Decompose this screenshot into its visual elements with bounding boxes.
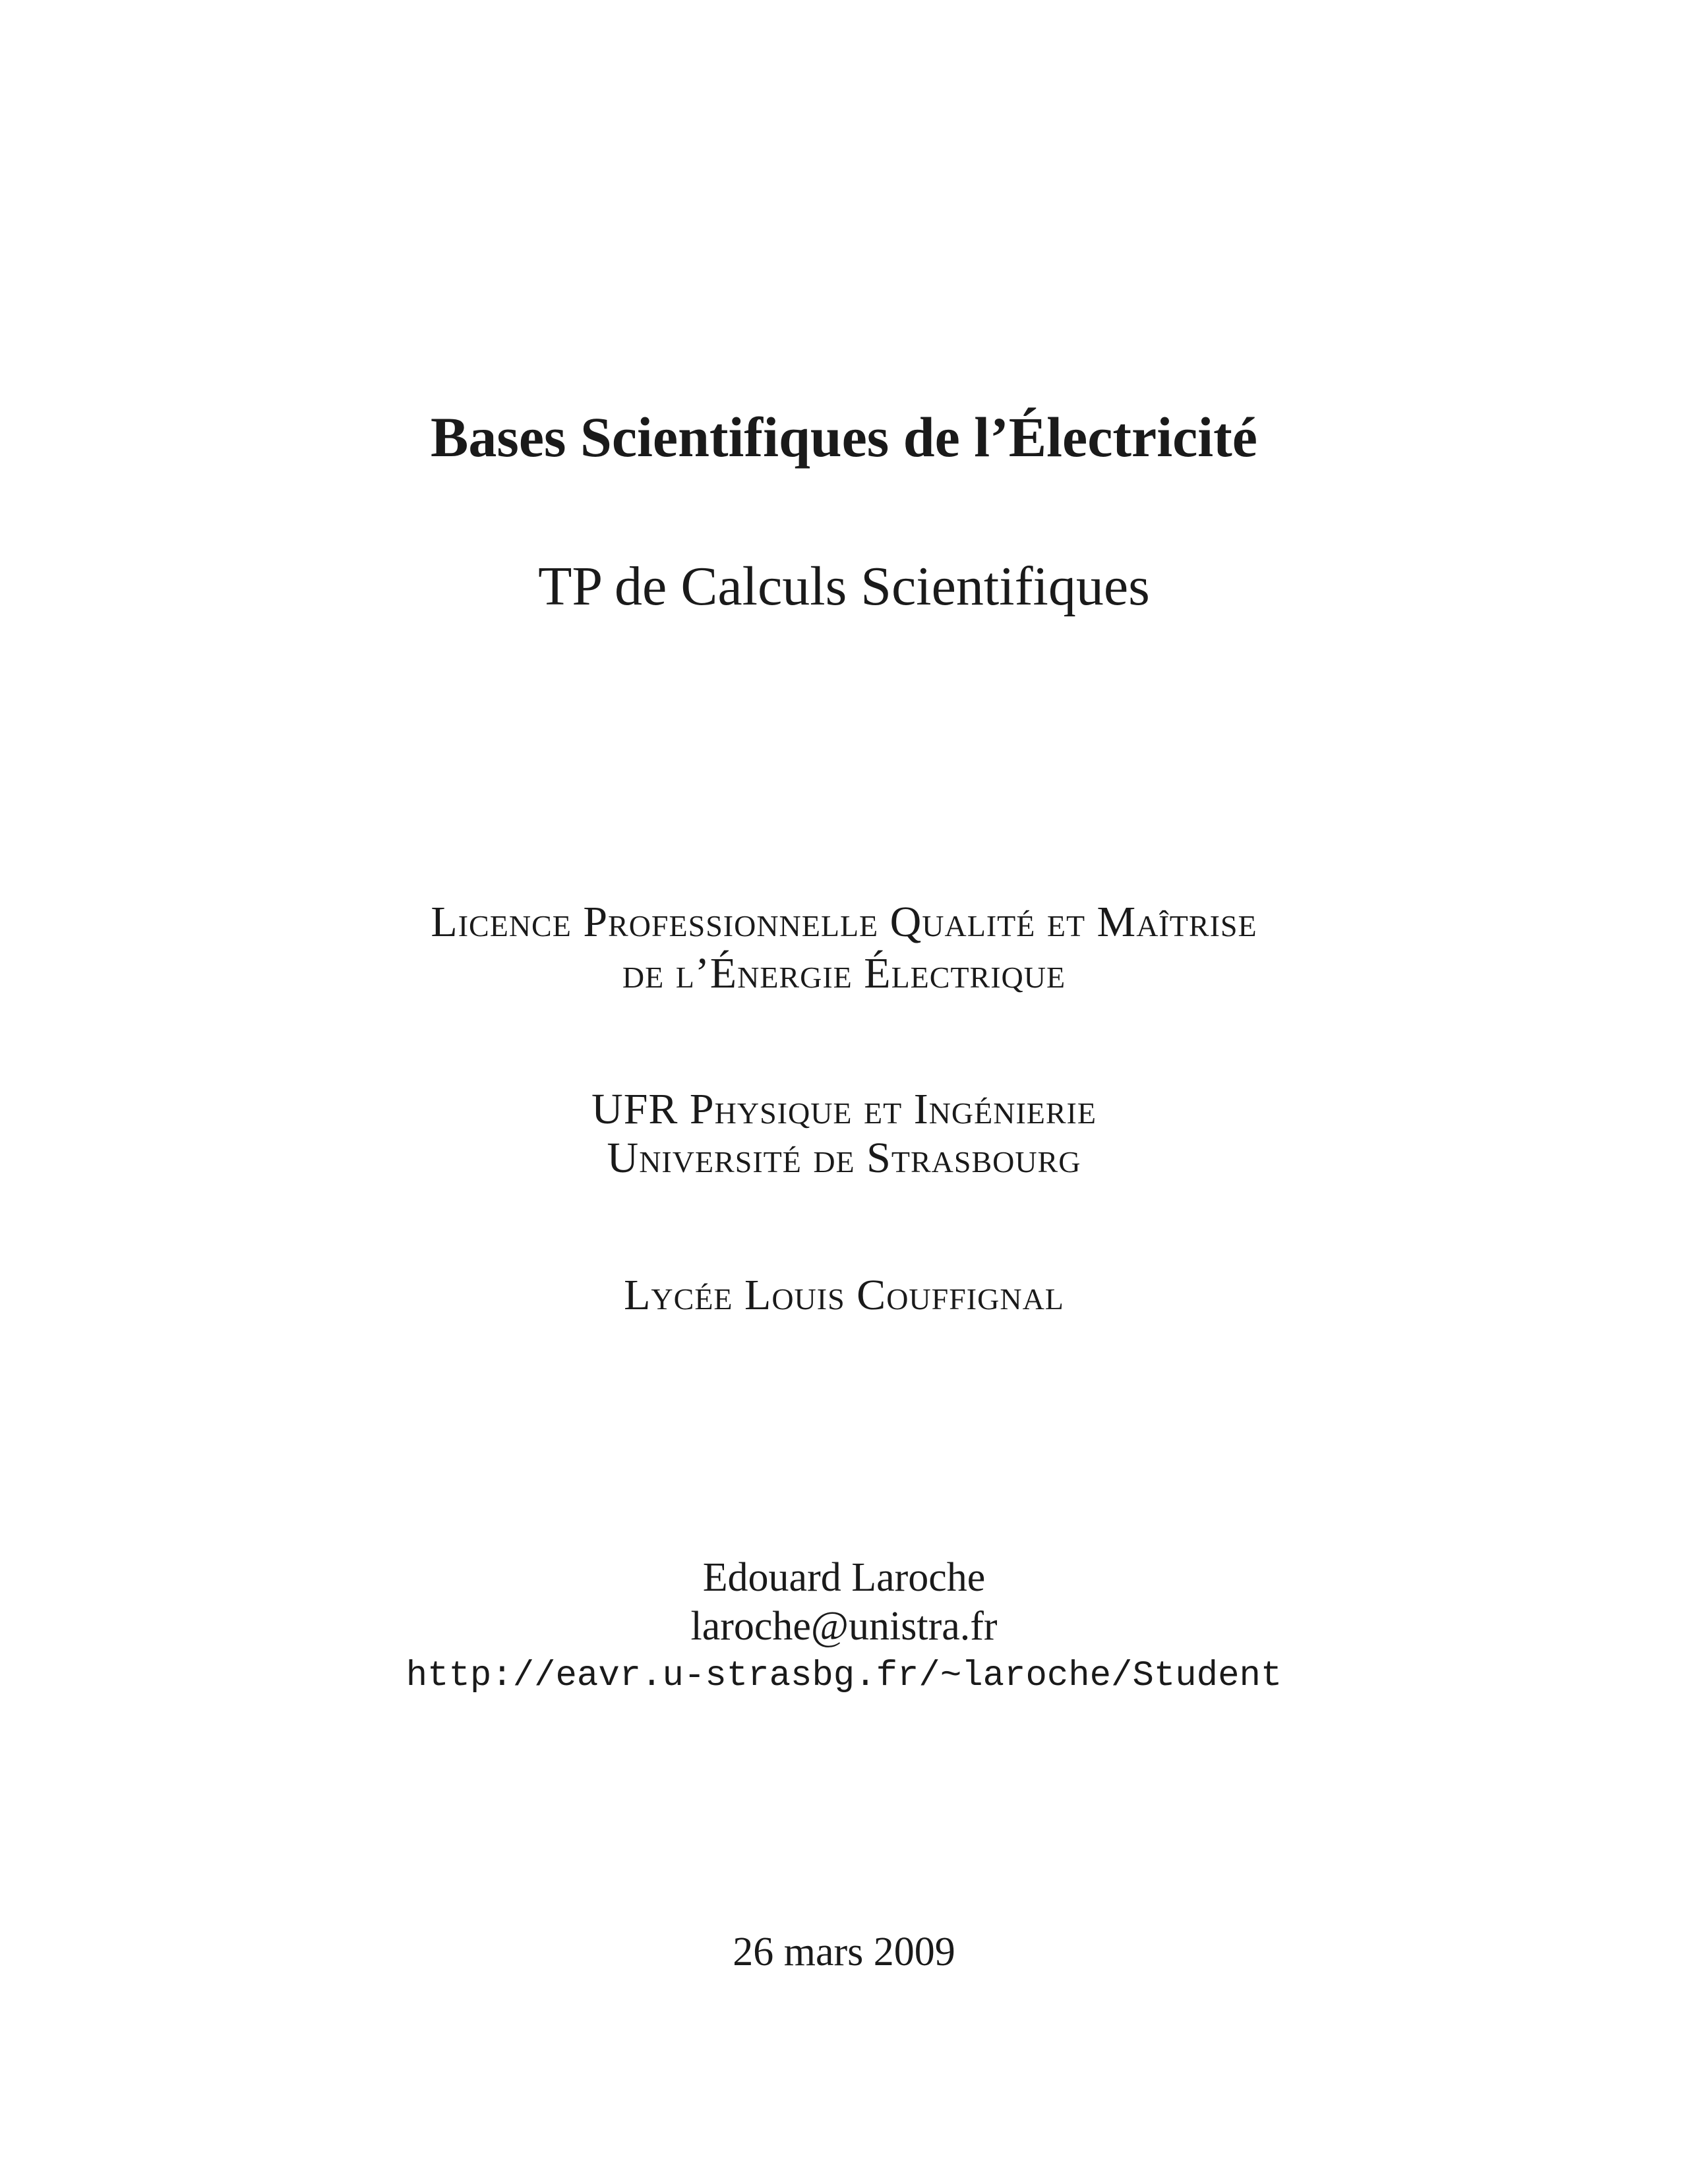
school-name: Lycée Louis Couffignal [624, 1271, 1064, 1319]
program-line-2: de l’Énergie Électrique [622, 949, 1066, 997]
author-email: laroche@unistra.fr [690, 1604, 998, 1649]
program-line-1: Licence Professionnelle Qualité et Maîtrise [431, 898, 1257, 946]
document-title: Bases Scientifiques de l’Électricité [431, 405, 1257, 469]
author-url: http://eavr.u-strasbg.fr/~laroche/Student [406, 1656, 1282, 1696]
institution-line-2: Université de Strasbourg [607, 1134, 1081, 1182]
document-date: 26 mars 2009 [733, 1930, 955, 1974]
document-subtitle: TP de Calculs Scientifiques [538, 556, 1150, 617]
institution-line-1: UFR Physique et Ingénierie [591, 1085, 1097, 1133]
author-name: Edouard Laroche [702, 1555, 986, 1600]
